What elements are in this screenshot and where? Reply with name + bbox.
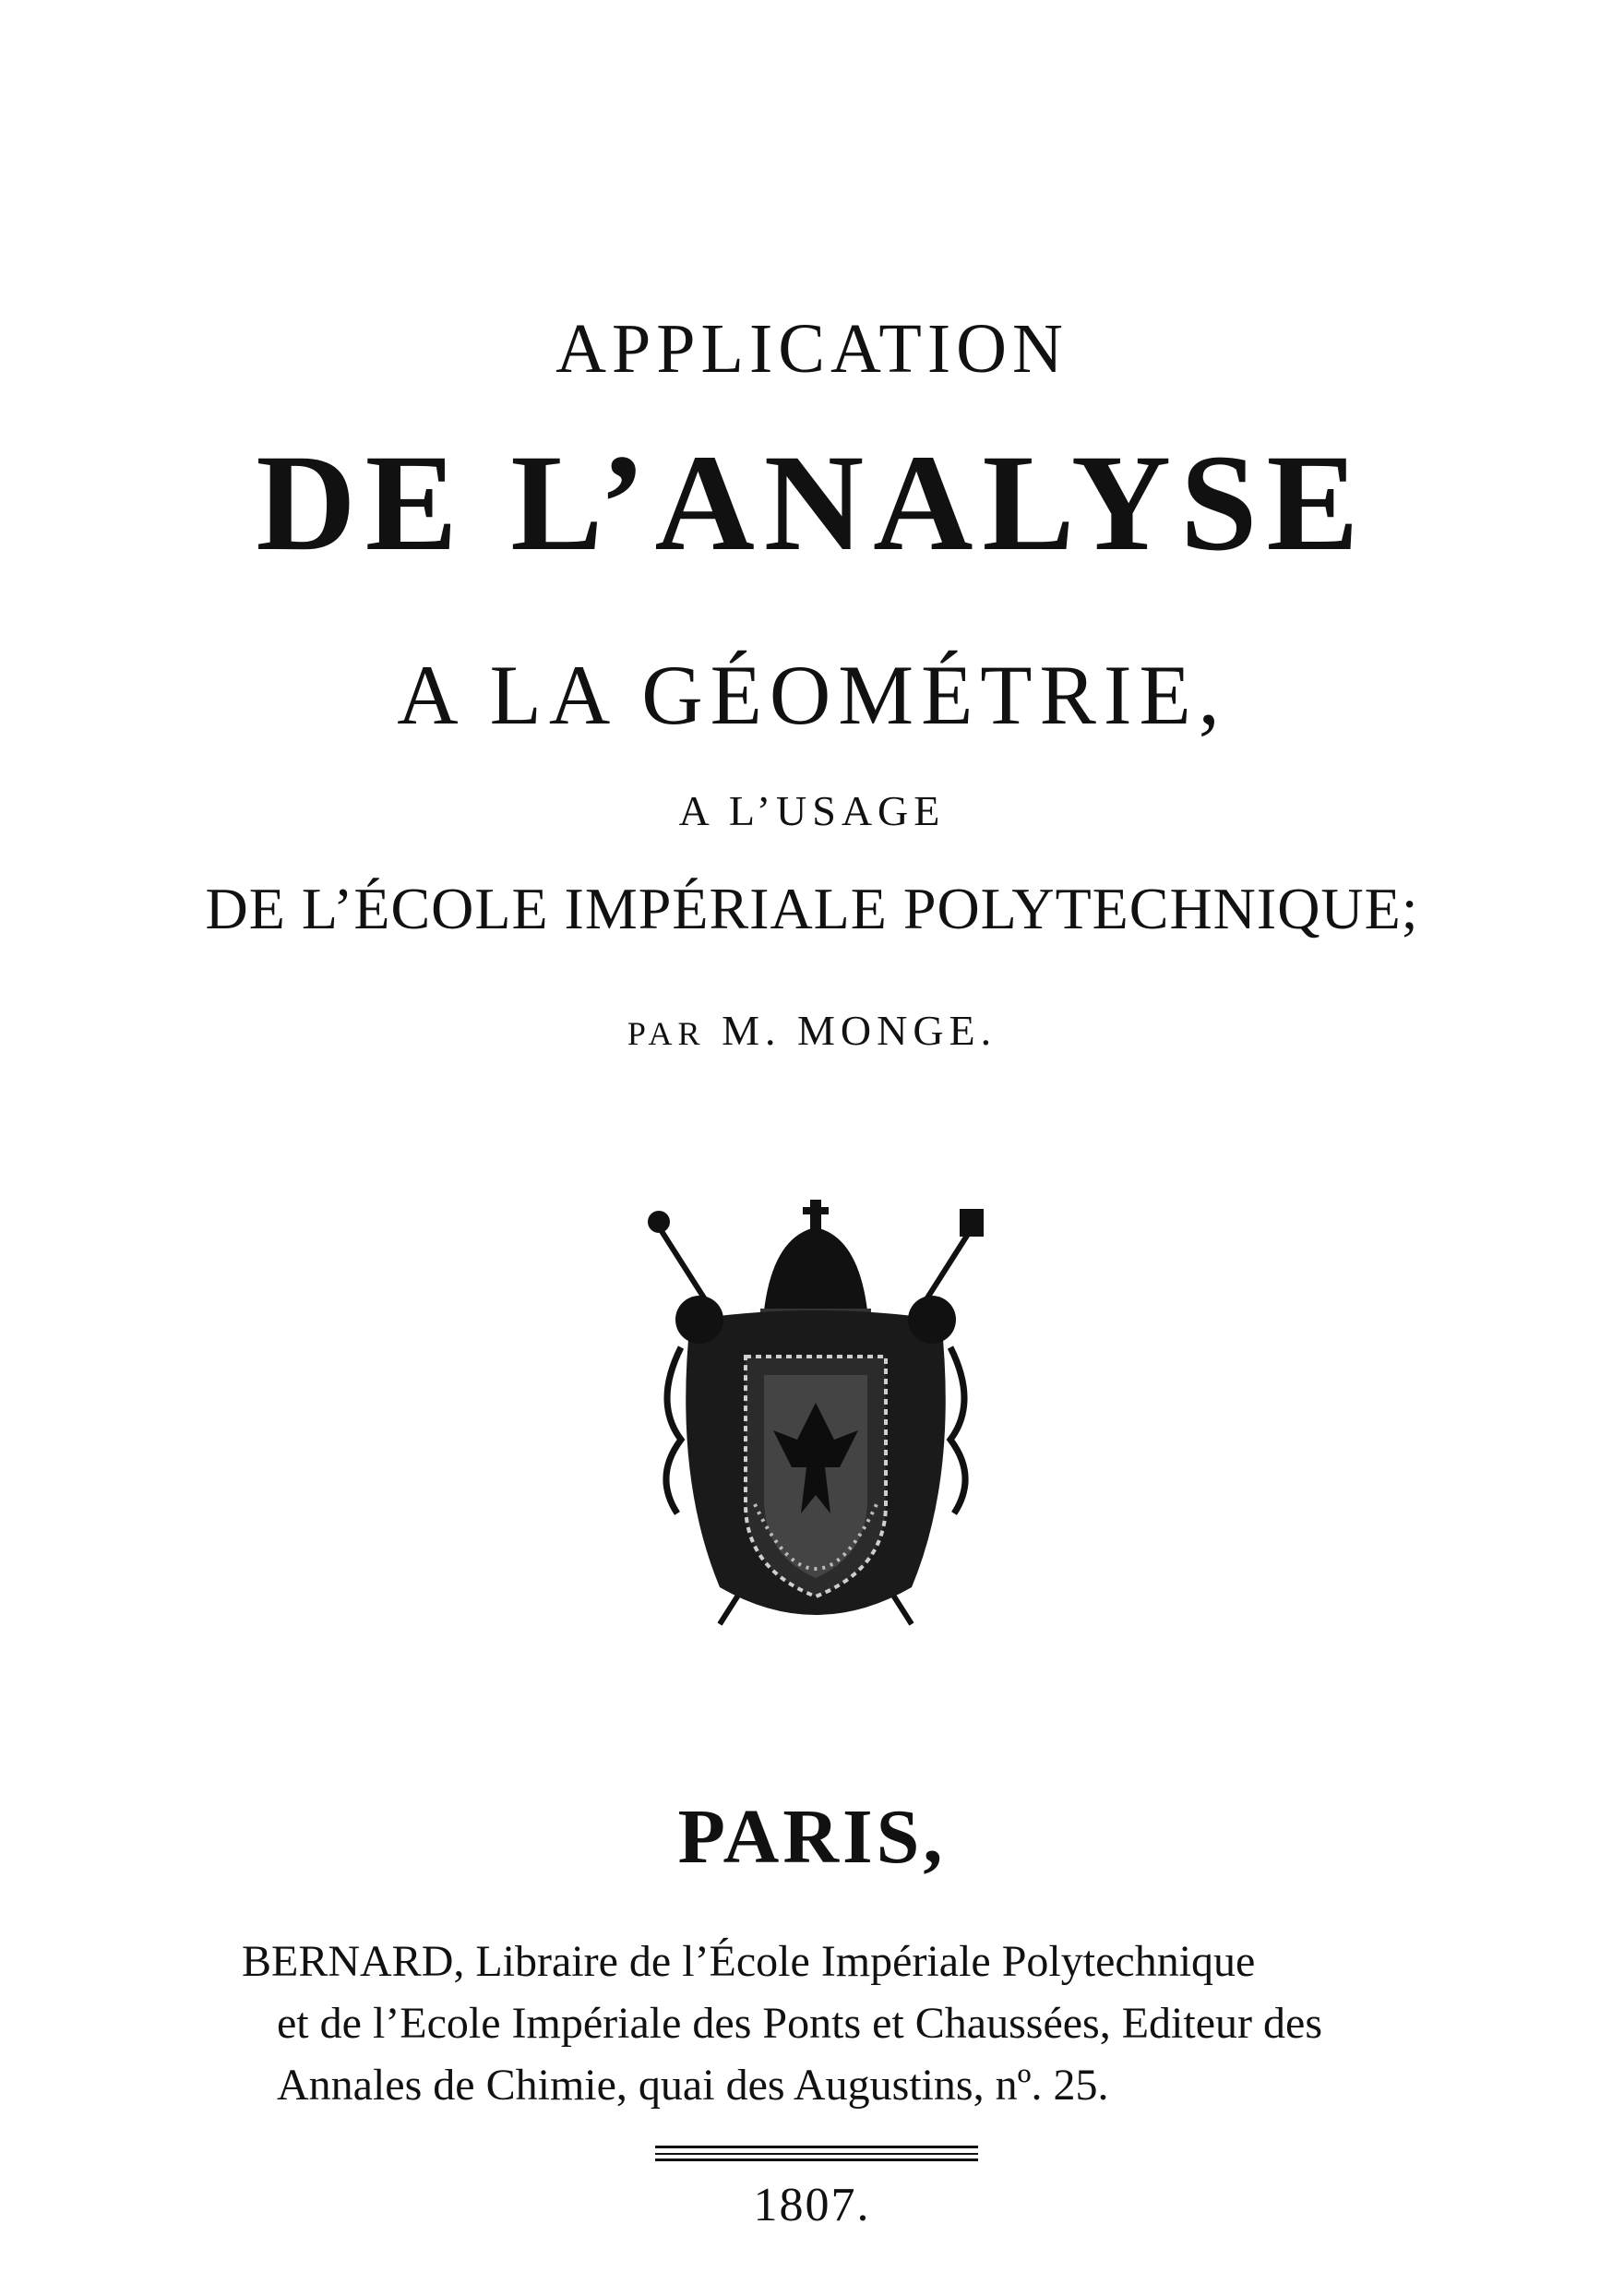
publication-year: 1807. <box>753 2179 871 2231</box>
rule-bottom <box>655 2158 978 2161</box>
publisher-line-2: et de l’Ecole Impériale des Ponts et Chaussées, Editeur des <box>277 1999 1322 2048</box>
author-prefix: PAR <box>627 1015 706 1052</box>
imperial-coat-of-arms-icon <box>635 1200 997 1643</box>
title-line-application: APPLICATION <box>555 310 1069 388</box>
publisher-line-1: BERNARD, Libraire de l’École Impériale Polytechnique <box>242 1937 1256 1986</box>
subtitle-usage: A L’USAGE <box>678 787 946 834</box>
imprint-city: PARIS, <box>677 1794 947 1880</box>
title-line-analyse: DE L’ANALYSE <box>256 426 1368 580</box>
subtitle-ecole: DE L’ÉCOLE IMPÉRIALE POLYTECHNIQUE; <box>205 876 1419 941</box>
author-name: M. MONGE. <box>722 1007 997 1054</box>
author-line <box>0 1006 1624 1055</box>
title-line-geometrie: A LA GÉOMÉTRIE, <box>397 648 1227 742</box>
publisher-line-3: Annales de Chimie, quai des Augustins, nº. 25. <box>277 2061 1109 2110</box>
rule-middle <box>655 2153 978 2155</box>
rule-top <box>655 2146 978 2148</box>
